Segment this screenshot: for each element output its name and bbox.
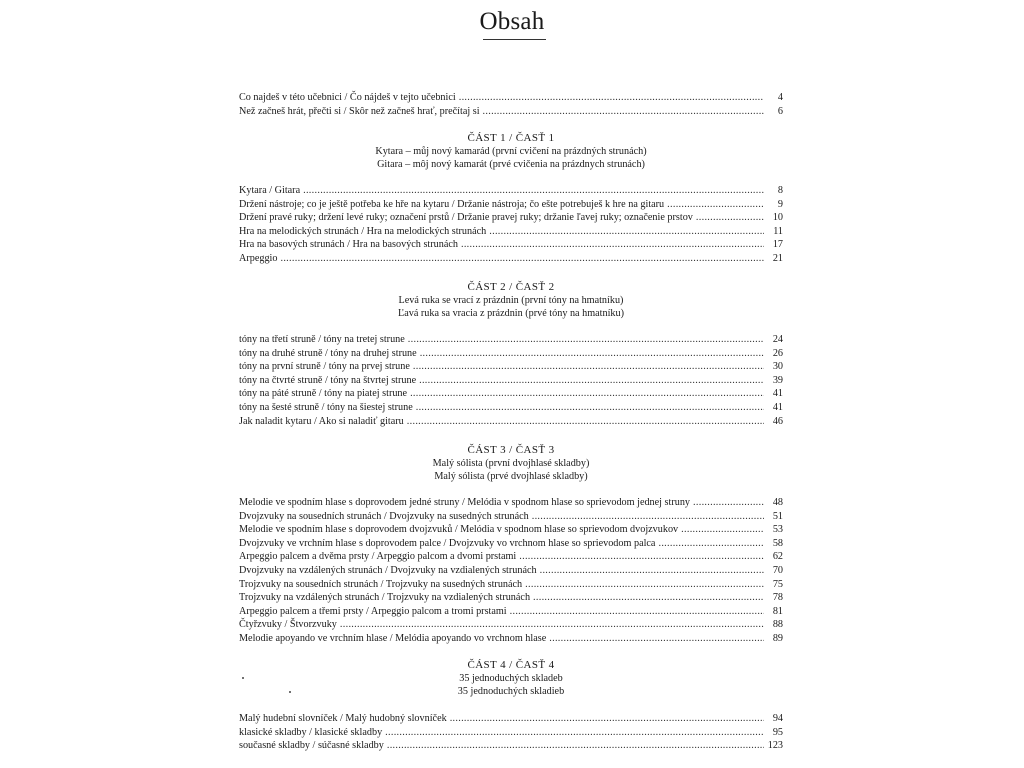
toc-entry-label: Arpeggio palcem a třemi prsty / Arpeggio palcom a tromi prstami	[239, 605, 507, 617]
toc-entry-page: 8	[777, 185, 783, 196]
toc-entry[interactable]	[239, 726, 783, 740]
toc-entry[interactable]	[239, 550, 783, 564]
toc-entry-page: 4	[777, 92, 783, 103]
toc-entry-label: Trojzvuky na vzdálených strunách / Trojzvuky na vzdialených strunách	[239, 592, 531, 604]
toc-entry[interactable]	[239, 712, 783, 726]
toc-entry-page: 26	[772, 347, 783, 359]
toc-entry-label: Než začneš hrát, přečti si / Skôr než začneš hrať, prečítaj si	[239, 105, 480, 117]
toc-entry-label: tóny na druhé struně / tóny na druhej strune	[239, 347, 417, 359]
part-3-entries	[239, 496, 783, 646]
dot-leader	[459, 91, 764, 105]
dot-leader	[532, 510, 764, 524]
part-subtitle-sk: Gitara – môj nový kamarát (prvé cvičenia na prázdnych strunách)	[377, 159, 645, 170]
toc-entry-page: 39	[772, 374, 783, 386]
toc-entry-label: Kytara / Gitara	[239, 185, 301, 196]
dot-leader	[533, 591, 764, 605]
dot-leader	[549, 632, 764, 646]
toc-entry-label: Co najdeš v této učebnici / Čo nájdeš v tejto učebnici	[239, 92, 456, 103]
toc-entry[interactable]	[239, 578, 783, 592]
dot-leader	[385, 726, 764, 740]
toc-entry-label: Melodie ve spodním hlase s doprovodem jedné struny / Melódia v spodnom hlase so sprievodom jednej struny	[239, 497, 691, 508]
toc-entry-label: Arpeggio	[239, 252, 278, 264]
part-1-entries	[239, 184, 783, 266]
toc-entry[interactable]	[239, 333, 783, 347]
toc-entry-page: 78	[772, 592, 783, 604]
toc-entry[interactable]	[239, 523, 783, 537]
toc-entry-page: 30	[772, 361, 783, 373]
toc-entry-label: klasické skladby / klasické skladby	[239, 726, 383, 738]
toc-entry-label: Malý hudební slovníček / Malý hudobný slovníček	[239, 713, 447, 724]
toc-entry-label: tóny na páté struně / tóny na piatej strune	[239, 388, 408, 400]
toc-entry-page: 94	[772, 713, 783, 724]
part-subtitle-sk: 35 jednoduchých skladieb	[457, 686, 565, 697]
part-subtitle-sk: Ľavá ruka sa vracia z prázdnin (prvé tóny na hmatníku)	[397, 308, 624, 319]
toc-entry-page: 51	[772, 510, 783, 522]
dot-leader	[461, 238, 764, 252]
page-title: Obsah	[479, 8, 545, 35]
toc-entry-label: Držení nástroje; co je ještě potřeba ke hře na kytaru / Držanie nástroja; čo ešte potrebuješ k hre na gitaru	[239, 198, 665, 210]
toc-entry-label: Trojzvuky na sousedních strunách / Trojzvuky na susedných strunách	[239, 578, 523, 590]
toc-entry-page: 10	[772, 212, 783, 224]
dot-leader	[410, 387, 764, 401]
dot-leader	[408, 333, 764, 347]
toc-entry-page: 46	[772, 415, 783, 427]
toc-entry-page: 95	[772, 726, 783, 738]
part-title: ČÁST 3 / ČASŤ 3	[467, 444, 555, 456]
toc-entry[interactable]	[239, 198, 783, 212]
intro-list	[239, 91, 783, 118]
toc-entry-page: 53	[772, 524, 783, 536]
title-underline	[483, 39, 546, 40]
toc-entry-label: Držení pravé ruky; držení levé ruky; označení prstů / Držanie pravej ruky; držanie ľavej ruky; označenie prstov	[239, 212, 693, 224]
part-4-entries	[239, 712, 783, 753]
part-subtitle-cz: Malý sólista (první dvojhlasé skladby)	[432, 458, 590, 469]
toc-entry-page: 75	[772, 578, 783, 590]
part-title: ČÁST 2 / ČASŤ 2	[467, 281, 555, 293]
toc-entry-page: 48	[772, 497, 783, 508]
scan-speck	[289, 691, 291, 693]
toc-entry-page: 24	[772, 334, 783, 345]
toc-entry[interactable]	[239, 91, 783, 105]
toc-entry-page: 70	[772, 564, 783, 576]
toc-entry-page: 62	[772, 551, 783, 563]
dot-leader	[525, 578, 764, 592]
toc-entry-label: současné skladby / súčasné skladby	[239, 740, 384, 752]
toc-entry[interactable]	[239, 739, 783, 753]
part-subtitle-sk: Malý sólista (prvé dvojhlasé skladby)	[434, 471, 588, 482]
toc-entry-page: 9	[777, 198, 783, 210]
part-title: ČÁST 4 / ČASŤ 4	[467, 659, 555, 671]
toc-entry-page: 41	[772, 388, 783, 400]
dot-leader	[340, 618, 764, 632]
part-title: ČÁST 1 / ČASŤ 1	[467, 132, 555, 144]
toc-entry-label: Arpeggio palcem a dvěma prsty / Arpeggio palcom a dvomi prstami	[239, 551, 517, 563]
toc-entry[interactable]	[239, 347, 783, 361]
toc-entry-page: 88	[772, 619, 783, 631]
dot-leader	[420, 347, 764, 361]
toc-entry[interactable]	[239, 618, 783, 632]
dot-leader	[510, 605, 764, 619]
toc-entry-label: Čtyřzvuky / Štvorzvuky	[239, 619, 337, 631]
toc-entry-page: 21	[772, 252, 783, 264]
dot-leader	[519, 550, 764, 564]
toc-entry-page: 89	[772, 632, 783, 644]
toc-entry[interactable]	[239, 225, 783, 239]
toc-entry[interactable]	[239, 401, 783, 415]
dot-leader	[693, 496, 764, 510]
toc-entry[interactable]	[239, 387, 783, 401]
dot-leader	[280, 252, 764, 266]
toc-entry-label: Hra na basových strunách / Hra na basových strunách	[239, 239, 458, 251]
toc-entry-page: 17	[772, 239, 783, 251]
dot-leader	[416, 401, 764, 415]
toc-entry[interactable]	[239, 605, 783, 619]
toc-entry-label: tóny na čtvrté struně / tóny na štvrtej strune	[239, 374, 417, 386]
toc-entry[interactable]	[239, 374, 783, 388]
toc-entry-label: Dvojzvuky ve vrchním hlase s doprovodem palce / Dvojzvuky vo vrchnom hlase so sprievodom palca	[239, 537, 656, 549]
toc-entry[interactable]	[239, 238, 783, 252]
toc-entry-page: 6	[777, 105, 783, 117]
dot-leader	[407, 415, 764, 429]
part-2-heading	[239, 280, 783, 320]
part-1-heading	[239, 131, 783, 171]
toc-entry[interactable]	[239, 537, 783, 551]
toc-entry-label: Dvojzvuky na vzdálených strunách / Dvojzvuky na vzdialených strunách	[239, 564, 537, 576]
toc-entry[interactable]	[239, 591, 783, 605]
toc-entry-label: Dvojzvuky na sousedních strunách / Dvojzvuky na susedných strunách	[239, 510, 529, 522]
part-4-heading	[239, 658, 783, 698]
toc-entry-page: 81	[772, 605, 783, 617]
toc-entry-label: Hra na melodických strunách / Hra na melodických strunách	[239, 225, 487, 237]
toc-entry[interactable]	[239, 510, 783, 524]
toc-entry-page: 11	[773, 225, 783, 237]
scan-speck	[242, 677, 244, 679]
dot-leader	[658, 537, 764, 551]
toc-entry-label: tóny na první struně / tóny na prvej strune	[239, 361, 410, 373]
dot-leader	[387, 739, 764, 753]
toc-entry-label: Melodie ve spodním hlase s doprovodem dvojzvuků / Melódia v spodnom hlase so sprievodom dvojzvukov	[239, 524, 679, 536]
toc-entry[interactable]	[239, 415, 783, 429]
part-subtitle-cz: 35 jednoduchých skladeb	[459, 673, 563, 684]
part-3-heading	[239, 443, 783, 483]
toc-entry-label: tóny na třetí struně / tóny na tretej strune	[239, 334, 405, 345]
toc-entry-label: Melodie apoyando ve vrchním hlase / Melódia apoyando vo vrchnom hlase	[239, 632, 547, 644]
toc-entry[interactable]	[239, 211, 783, 225]
part-2-entries	[239, 333, 783, 428]
dot-leader	[489, 225, 764, 239]
toc-entry[interactable]	[239, 252, 783, 266]
toc-entry-page: 41	[772, 401, 783, 413]
toc-entry[interactable]	[239, 184, 783, 198]
toc-entry-page: 58	[772, 537, 783, 549]
toc-entry-label: tóny na šesté struně / tóny na šiestej strune	[239, 401, 413, 413]
dot-leader	[413, 360, 764, 374]
toc-entry[interactable]	[239, 632, 783, 646]
dot-leader	[450, 712, 764, 726]
toc-entry-page: 123	[767, 740, 783, 752]
dot-leader	[681, 523, 764, 537]
dot-leader	[303, 184, 764, 198]
dot-leader	[419, 374, 764, 388]
toc-entry[interactable]	[239, 360, 783, 374]
dot-leader	[667, 198, 764, 212]
toc-entry-label: Jak naladit kytaru / Ako si naladiť gitaru	[239, 415, 404, 427]
dot-leader	[483, 105, 764, 119]
dot-leader	[540, 564, 764, 578]
part-subtitle-cz: Levá ruka se vrací z prázdnin (první tóny na hmatníku)	[398, 295, 624, 306]
toc-entry[interactable]	[239, 496, 783, 510]
toc-entry[interactable]	[239, 564, 783, 578]
part-subtitle-cz: Kytara – můj nový kamarád (první cvičení na prázdných strunách)	[375, 146, 647, 157]
toc-entry[interactable]	[239, 105, 783, 119]
dot-leader	[696, 211, 764, 225]
